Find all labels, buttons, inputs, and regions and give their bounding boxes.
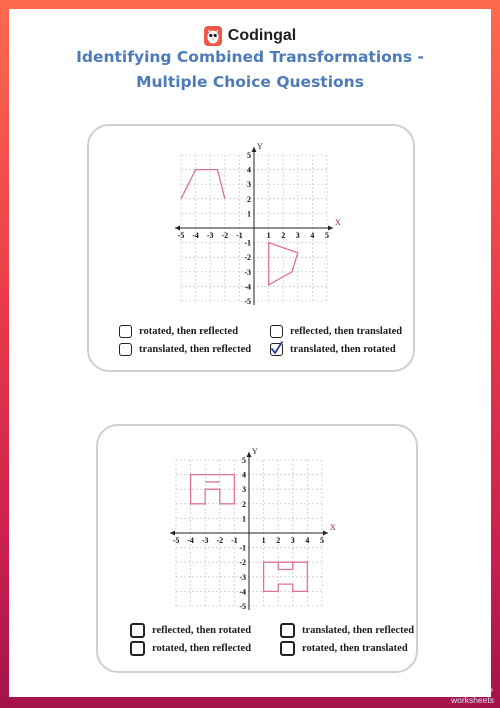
x-tick-label: 5 bbox=[320, 536, 324, 545]
y-tick-label: 2 bbox=[242, 499, 246, 509]
y-tick-label: 1 bbox=[242, 514, 246, 524]
x-tick-label: -5 bbox=[177, 231, 185, 240]
x-tick-label: -5 bbox=[172, 536, 180, 545]
y-tick-label: -5 bbox=[244, 297, 251, 306]
watermark-line-2: worksheets bbox=[451, 695, 494, 705]
y-axis-label: Y bbox=[257, 142, 263, 151]
x-tick-label: 4 bbox=[305, 536, 310, 545]
brand-name: Codingal bbox=[227, 27, 297, 44]
checkbox[interactable] bbox=[119, 325, 132, 338]
option-label: translated, then reflected bbox=[302, 625, 415, 636]
checkmark-icon bbox=[270, 341, 284, 355]
y-tick-label: 3 bbox=[247, 180, 251, 190]
y-tick-label: 1 bbox=[247, 209, 251, 219]
y-tick-label: -4 bbox=[239, 587, 246, 597]
x-axis-label: X bbox=[330, 523, 336, 532]
option-label: translated, then rotated bbox=[290, 344, 396, 355]
x-tick-label: -2 bbox=[216, 536, 224, 545]
y-axis-label: Y bbox=[252, 447, 258, 456]
question-card-2 bbox=[96, 424, 418, 673]
y-tick-label: -1 bbox=[239, 543, 246, 553]
option-rotated-then-reflected[interactable] bbox=[119, 325, 238, 338]
y-tick-label: 4 bbox=[242, 470, 246, 480]
y-tick-label: 4 bbox=[247, 165, 251, 175]
x-tick-label: -4 bbox=[187, 536, 194, 545]
page-title-line-2: Multiple Choice Questions bbox=[136, 73, 364, 91]
y-tick-label: -2 bbox=[244, 253, 251, 263]
option-label: rotated, then reflected bbox=[139, 326, 239, 337]
y-tick-label: 2 bbox=[247, 194, 251, 204]
y-tick-label: -2 bbox=[239, 558, 246, 568]
option-reflected-then-rotated[interactable] bbox=[130, 623, 251, 638]
checkbox[interactable] bbox=[270, 325, 283, 338]
x-tick-label: 1 bbox=[266, 231, 271, 240]
x-tick-label: 4 bbox=[310, 231, 315, 240]
checkbox[interactable] bbox=[130, 623, 145, 638]
x-tick-label: -3 bbox=[201, 536, 209, 545]
y-tick-label: 5 bbox=[247, 151, 251, 160]
x-axis-arrow bbox=[170, 531, 175, 536]
y-tick-label: 5 bbox=[242, 456, 246, 465]
y-tick-label: -1 bbox=[244, 238, 251, 248]
worksheet-page bbox=[9, 9, 491, 697]
x-tick-label: 3 bbox=[290, 536, 295, 545]
option-reflected-then-translated[interactable] bbox=[270, 325, 402, 338]
topworksheets-watermark bbox=[451, 687, 494, 705]
image-shape-notch bbox=[278, 562, 293, 569]
brand-header bbox=[9, 24, 491, 48]
option-label: rotated, then translated bbox=[302, 643, 408, 654]
checkbox[interactable] bbox=[280, 641, 295, 656]
checkbox-checked[interactable] bbox=[270, 343, 283, 356]
option-translated-then-reflected[interactable] bbox=[119, 343, 251, 356]
option-label: reflected, then translated bbox=[290, 326, 403, 337]
x-tick-label: -1 bbox=[231, 536, 238, 545]
option-label: translated, then reflected bbox=[139, 344, 252, 355]
option-rotated-then-translated[interactable] bbox=[280, 641, 408, 656]
x-tick-label: -1 bbox=[236, 231, 243, 240]
x-tick-label: -3 bbox=[206, 231, 214, 240]
watermark-line-1: TOP bbox=[477, 688, 494, 695]
x-tick-label: 2 bbox=[281, 231, 286, 240]
x-tick-label: 1 bbox=[261, 536, 266, 545]
question-card-1 bbox=[87, 124, 415, 372]
checkbox[interactable] bbox=[280, 623, 295, 638]
option-rotated-then-reflected[interactable] bbox=[130, 641, 251, 656]
y-axis-arrow bbox=[252, 147, 257, 152]
page-title-line-1: Identifying Combined Transformations - bbox=[76, 48, 424, 66]
y-tick-label: -5 bbox=[239, 602, 246, 611]
x-tick-label: 3 bbox=[295, 231, 300, 240]
x-tick-label: 5 bbox=[325, 231, 329, 240]
x-axis-arrow bbox=[323, 531, 328, 536]
y-tick-label: -3 bbox=[239, 572, 246, 582]
x-axis-label: X bbox=[335, 218, 341, 227]
checkbox[interactable] bbox=[130, 641, 145, 656]
x-tick-label: -2 bbox=[221, 231, 229, 240]
y-tick-label: -3 bbox=[244, 267, 251, 277]
checkbox[interactable] bbox=[119, 343, 132, 356]
y-tick-label: 3 bbox=[242, 485, 246, 495]
option-translated-then-reflected[interactable] bbox=[280, 623, 414, 638]
x-axis-arrow bbox=[175, 226, 180, 231]
option-translated-then-rotated[interactable] bbox=[270, 343, 396, 356]
x-tick-label: -4 bbox=[192, 231, 199, 240]
owl-logo-icon bbox=[204, 26, 222, 46]
option-label: reflected, then rotated bbox=[152, 625, 252, 636]
y-tick-label: -4 bbox=[244, 282, 251, 292]
x-tick-label: 2 bbox=[276, 536, 281, 545]
x-axis-arrow bbox=[328, 226, 333, 231]
option-label: rotated, then reflected bbox=[152, 643, 252, 654]
y-axis-arrow bbox=[247, 452, 252, 457]
